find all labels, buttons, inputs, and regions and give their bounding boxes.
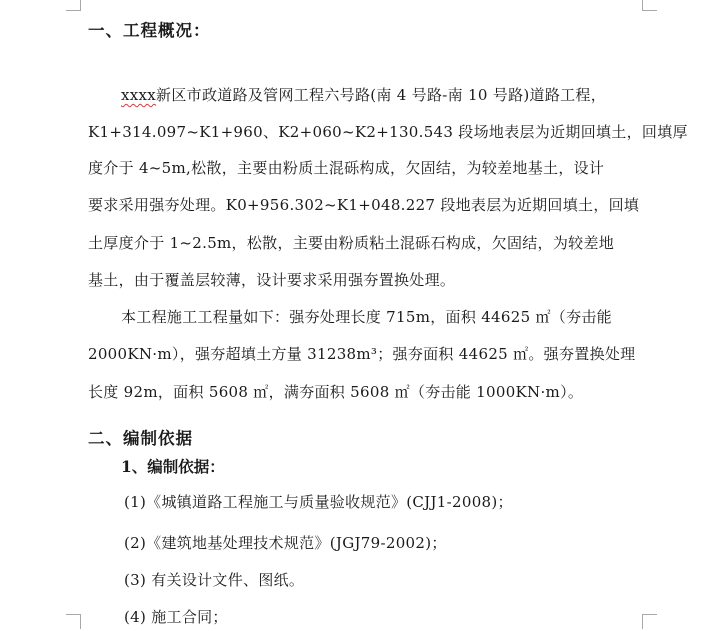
- para1-line-5: 土厚度介于 1~2.5m，松散，主要由粉质粘土混砾石构成，欠固结，为较差地: [88, 234, 615, 252]
- crop-mark-top-left: [66, 0, 81, 11]
- crop-mark-bottom-right: [642, 614, 657, 629]
- section-2-subheading: 1、编制依据：: [121, 457, 225, 476]
- crop-mark-top-right: [642, 0, 657, 11]
- para1-line-6: 基土，由于覆盖层较薄，设计要求采用强夯置换处理。: [88, 271, 456, 289]
- crop-mark-bottom-left: [66, 614, 81, 629]
- section-1-heading: 一、工程概况：: [88, 21, 211, 40]
- para1-line-1-rest: 新区市政道路及管网工程六号路(南 4 号路-南 10 号路)道路工程，: [156, 86, 607, 104]
- para1-line-2: K1+314.097~K1+960、K2+060~K2+130.543 段场地表层为近期回填土，回填厚: [88, 123, 688, 141]
- para2-line-2: 2000KN·m），强夯超填土方量 31238m³；强夯面积 44625 ㎡。强夯置换处理: [88, 345, 636, 363]
- para2-line-1: 本工程施工工程量如下：强夯处理长度 715m，面积 44625 ㎡（夯击能: [121, 308, 612, 326]
- section-2-heading: 二、编制依据: [88, 429, 193, 448]
- para1-line-3: 度介于 4~5m,松散，主要由粉质土混砾构成，欠固结，为较差地基土，设计: [88, 159, 605, 177]
- basis-item-4: (4) 施工合同；: [124, 608, 228, 626]
- para2-line-3: 长度 92m，面积 5608 ㎡，满夯面积 5608 ㎡（夯击能 1000KN·m）。: [88, 383, 584, 401]
- para1-line-1: [121, 84, 606, 105]
- para1-line-4: 要求采用强夯处理。K0+956.302~K1+048.227 段地表层为近期回填土，回填: [88, 196, 640, 214]
- placeholder-name: xxxx: [121, 86, 157, 104]
- basis-item-2: (2)《建筑地基处理技术规范》(JGJ79-2002)；: [124, 534, 447, 552]
- basis-item-3: (3) 有关设计文件、图纸。: [124, 571, 305, 589]
- basis-item-1: (1)《城镇道路工程施工与质量验收规范》(CJJ1-2008)；: [124, 493, 513, 511]
